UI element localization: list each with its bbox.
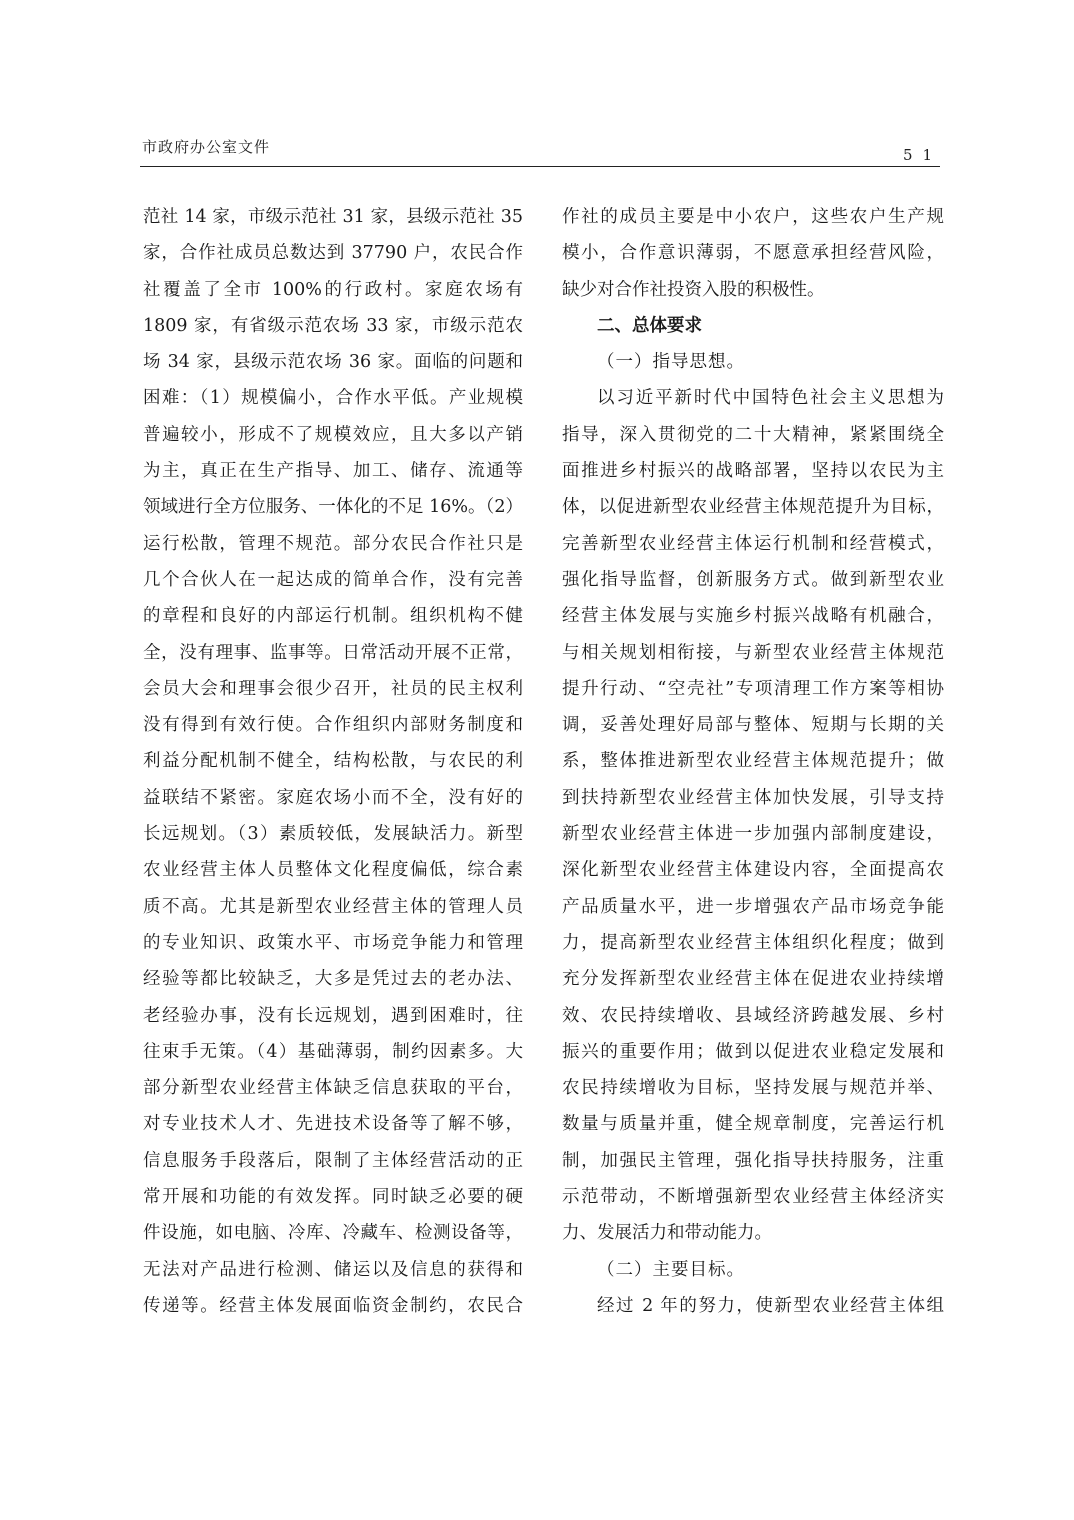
text-line: 益联结不紧密。家庭农场小而不全，没有好的 (143, 787, 523, 808)
text-line: 全，没有理事、监事等。日常活动开展不正常， (143, 642, 523, 663)
text-line: 为主，真正在生产指导、加工、储存、流通等 (143, 461, 523, 482)
text-line: 场 34 家，县级示范农场 36 家。面临的问题和 (143, 352, 523, 373)
text-line: 无法对产品进行检测、储运以及信息的获得和 (143, 1259, 523, 1280)
text-line: 运行松散，管理不规范。部分农民合作社只是 (143, 533, 523, 554)
page-number: 51 (903, 146, 943, 164)
text-line: 农业经营主体人员整体文化程度偏低，综合素 (143, 860, 523, 881)
text-line: 会员大会和理事会很少召开，社员的民主权利 (143, 678, 523, 699)
text-line: 质不高。尤其是新型农业经营主体的管理人员 (143, 896, 523, 917)
text-line: 作社的成员主要是中小农户，这些农户生产规 (562, 207, 944, 227)
header-divider (140, 166, 940, 167)
text-line: 新型农业经营主体进一步加强内部制度建设， (562, 824, 944, 845)
text-line: 困难：（1）规模偏小，合作水平低。产业规模 (143, 388, 523, 409)
text-line: 到扶持新型农业经营主体加快发展，引导支持 (562, 787, 944, 808)
text-line: 几个合伙人在一起达成的简单合作，没有完善 (143, 569, 523, 590)
text-line: 产品质量水平，进一步增强农产品市场竞争能 (562, 896, 944, 917)
text-line: 力、发展活力和带动能力。 (562, 1223, 772, 1244)
subsection-heading: （二）主要目标。 (597, 1259, 745, 1280)
text-line: 调，妥善处理好局部与整体、短期与长期的关 (562, 715, 944, 736)
right-column (562, 199, 944, 1324)
text-line: 部分新型农业经营主体缺乏信息获取的平台， (143, 1078, 523, 1099)
text-line: 深化新型农业经营主体建设内容，全面提高农 (562, 860, 944, 881)
text-line: 普遍较小，形成不了规模效应，且大多以产销 (143, 424, 523, 445)
text-line: 示范带动，不断增强新型农业经营主体经济实 (562, 1187, 944, 1208)
text-line: 对专业技术人才、先进技术设备等了解不够， (143, 1114, 523, 1135)
text-line: 缺少对合作社投资入股的积极性。 (562, 279, 825, 300)
text-line: 农民持续增收为目标，坚持发展与规范并举、 (562, 1078, 944, 1099)
text-line: 家，合作社成员总数达到 37790 户，农民合作 (143, 243, 523, 264)
text-line: 力，提高新型农业经营主体组织化程度；做到 (562, 932, 944, 953)
text-line: 的专业知识、政策水平、市场竞争能力和管理 (143, 932, 523, 953)
text-line: 充分发挥新型农业经营主体在促进农业持续增 (562, 969, 944, 990)
text-line: 振兴的重要作用；做到以促进农业稳定发展和 (562, 1041, 944, 1062)
text-line: 模小，合作意识薄弱，不愿意承担经营风险， (562, 243, 944, 264)
text-line: 数量与质量并重，健全规章制度，完善运行机 (562, 1114, 944, 1135)
text-line: 强化指导监督，创新服务方式。做到新型农业 (562, 569, 944, 590)
text-line: 件设施，如电脑、冷库、冷藏车、检测设备等， (143, 1223, 523, 1244)
left-column (143, 199, 523, 1324)
text-line: 领域进行全方位服务、一体化的不足 16%。（2） (143, 497, 523, 518)
text-line: 制，加强民主管理，强化指导扶持服务，注重 (562, 1150, 944, 1171)
text-line: 以习近平新时代中国特色社会主义思想为 (597, 388, 944, 409)
text-line: 效、农民持续增收、县域经济跨越发展、乡村 (562, 1005, 944, 1026)
text-line: 系，整体推进新型农业经营主体规范提升；做 (562, 751, 944, 772)
text-line: 利益分配机制不健全，结构松散，与农民的利 (143, 751, 523, 772)
text-line: 与相关规划相衔接，与新型农业经营主体规范 (562, 642, 944, 663)
text-line: 老经验办事，没有长远规划，遇到困难时，往 (143, 1005, 523, 1026)
text-line: 经营主体发展与实施乡村振兴战略有机融合， (562, 606, 944, 627)
section-heading: 二、总体要求 (597, 315, 702, 336)
text-line: 传递等。经营主体发展面临资金制约，农民合 (143, 1295, 523, 1316)
text-line: 信息服务手段落后，限制了主体经营活动的正 (143, 1150, 523, 1171)
subsection-heading: （一）指导思想。 (597, 352, 745, 373)
text-line: 面推进乡村振兴的战略部署，坚持以农民为主 (562, 461, 944, 482)
text-line: 范社 14 家，市级示范社 31 家，县级示范社 35 (143, 207, 523, 227)
text-line: 没有得到有效行使。合作组织内部财务制度和 (143, 715, 523, 736)
text-line: 往束手无策。（4）基础薄弱，制约因素多。大 (143, 1041, 523, 1062)
text-line: 经过 2 年的努力，使新型农业经营主体组 (597, 1295, 944, 1316)
text-line: 1809 家，有省级示范农场 33 家，市级示范农 (143, 315, 523, 336)
text-line: 的章程和良好的内部运行机制。组织机构不健 (143, 606, 523, 627)
text-line: 体，以促进新型农业经营主体规范提升为目标， (562, 497, 944, 518)
text-line: 完善新型农业经营主体运行机制和经营模式， (562, 533, 944, 554)
text-line: 长远规划。（3）素质较低，发展缺活力。新型 (143, 824, 523, 845)
text-line: 指导，深入贯彻党的二十大精神，紧紧围绕全 (562, 424, 944, 445)
text-line: 经验等都比较缺乏，大多是凭过去的老办法、 (143, 969, 523, 990)
text-line: 社覆盖了全市 100%的行政村。家庭农场有 (143, 279, 523, 300)
text-line: 常开展和功能的有效发挥。同时缺乏必要的硬 (143, 1187, 523, 1208)
text-line: 提升行动、“空壳社”专项清理工作方案等相协 (562, 678, 944, 699)
running-header-title: 市政府办公室文件 (142, 138, 271, 156)
